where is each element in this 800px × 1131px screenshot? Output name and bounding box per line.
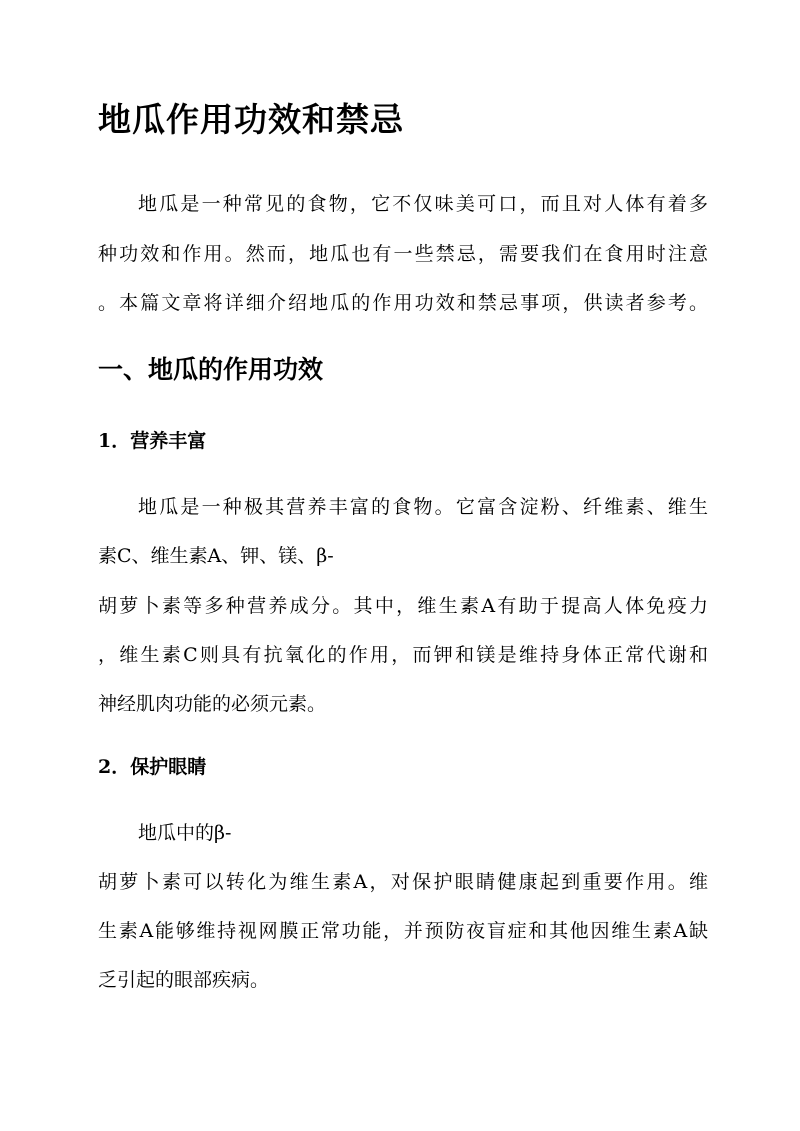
eye-protection-line: 胡萝卜素可以转化为维生素A，对保护眼睛健康起到重要作用。维 <box>98 871 708 893</box>
intro-line: 。本篇文章将详细介绍地瓜的作用功效和禁忌事项，供读者参考。 <box>98 292 708 314</box>
eye-protection-line: 乏引起的眼部疾病。 <box>98 969 270 991</box>
nutrition-line: 神经肌肉功能的必须元素。 <box>98 693 327 715</box>
nutrition-line: 素C、维生素A、钾、镁、β- <box>98 545 334 567</box>
section-heading-effects: 一、地瓜的作用功效 <box>98 355 324 384</box>
nutrition-line: 地瓜是一种极其营养丰富的食物。它富含淀粉、纤维素、维生 <box>138 496 708 518</box>
intro-line: 种功效和作用。然而，地瓜也有一些禁忌，需要我们在食用时注意 <box>98 243 708 265</box>
subheading-eye-protection: 2．保护眼睛 <box>98 756 207 778</box>
document-title: 地瓜作用功效和禁忌 <box>98 100 404 139</box>
eye-protection-line: 地瓜中的β- <box>138 822 232 844</box>
subheading-nutrition: 1．营养丰富 <box>98 430 207 452</box>
nutrition-line: 胡萝卜素等多种营养成分。其中，维生素A有助于提高人体免疫力 <box>98 595 708 617</box>
intro-line: 地瓜是一种常见的食物，它不仅味美可口，而且对人体有着多 <box>138 193 708 215</box>
nutrition-line: ，维生素C则具有抗氧化的作用，而钾和镁是维持身体正常代谢和 <box>98 644 708 666</box>
eye-protection-line: 生素A能够维持视网膜正常功能，并预防夜盲症和其他因维生素A缺 <box>98 920 708 942</box>
